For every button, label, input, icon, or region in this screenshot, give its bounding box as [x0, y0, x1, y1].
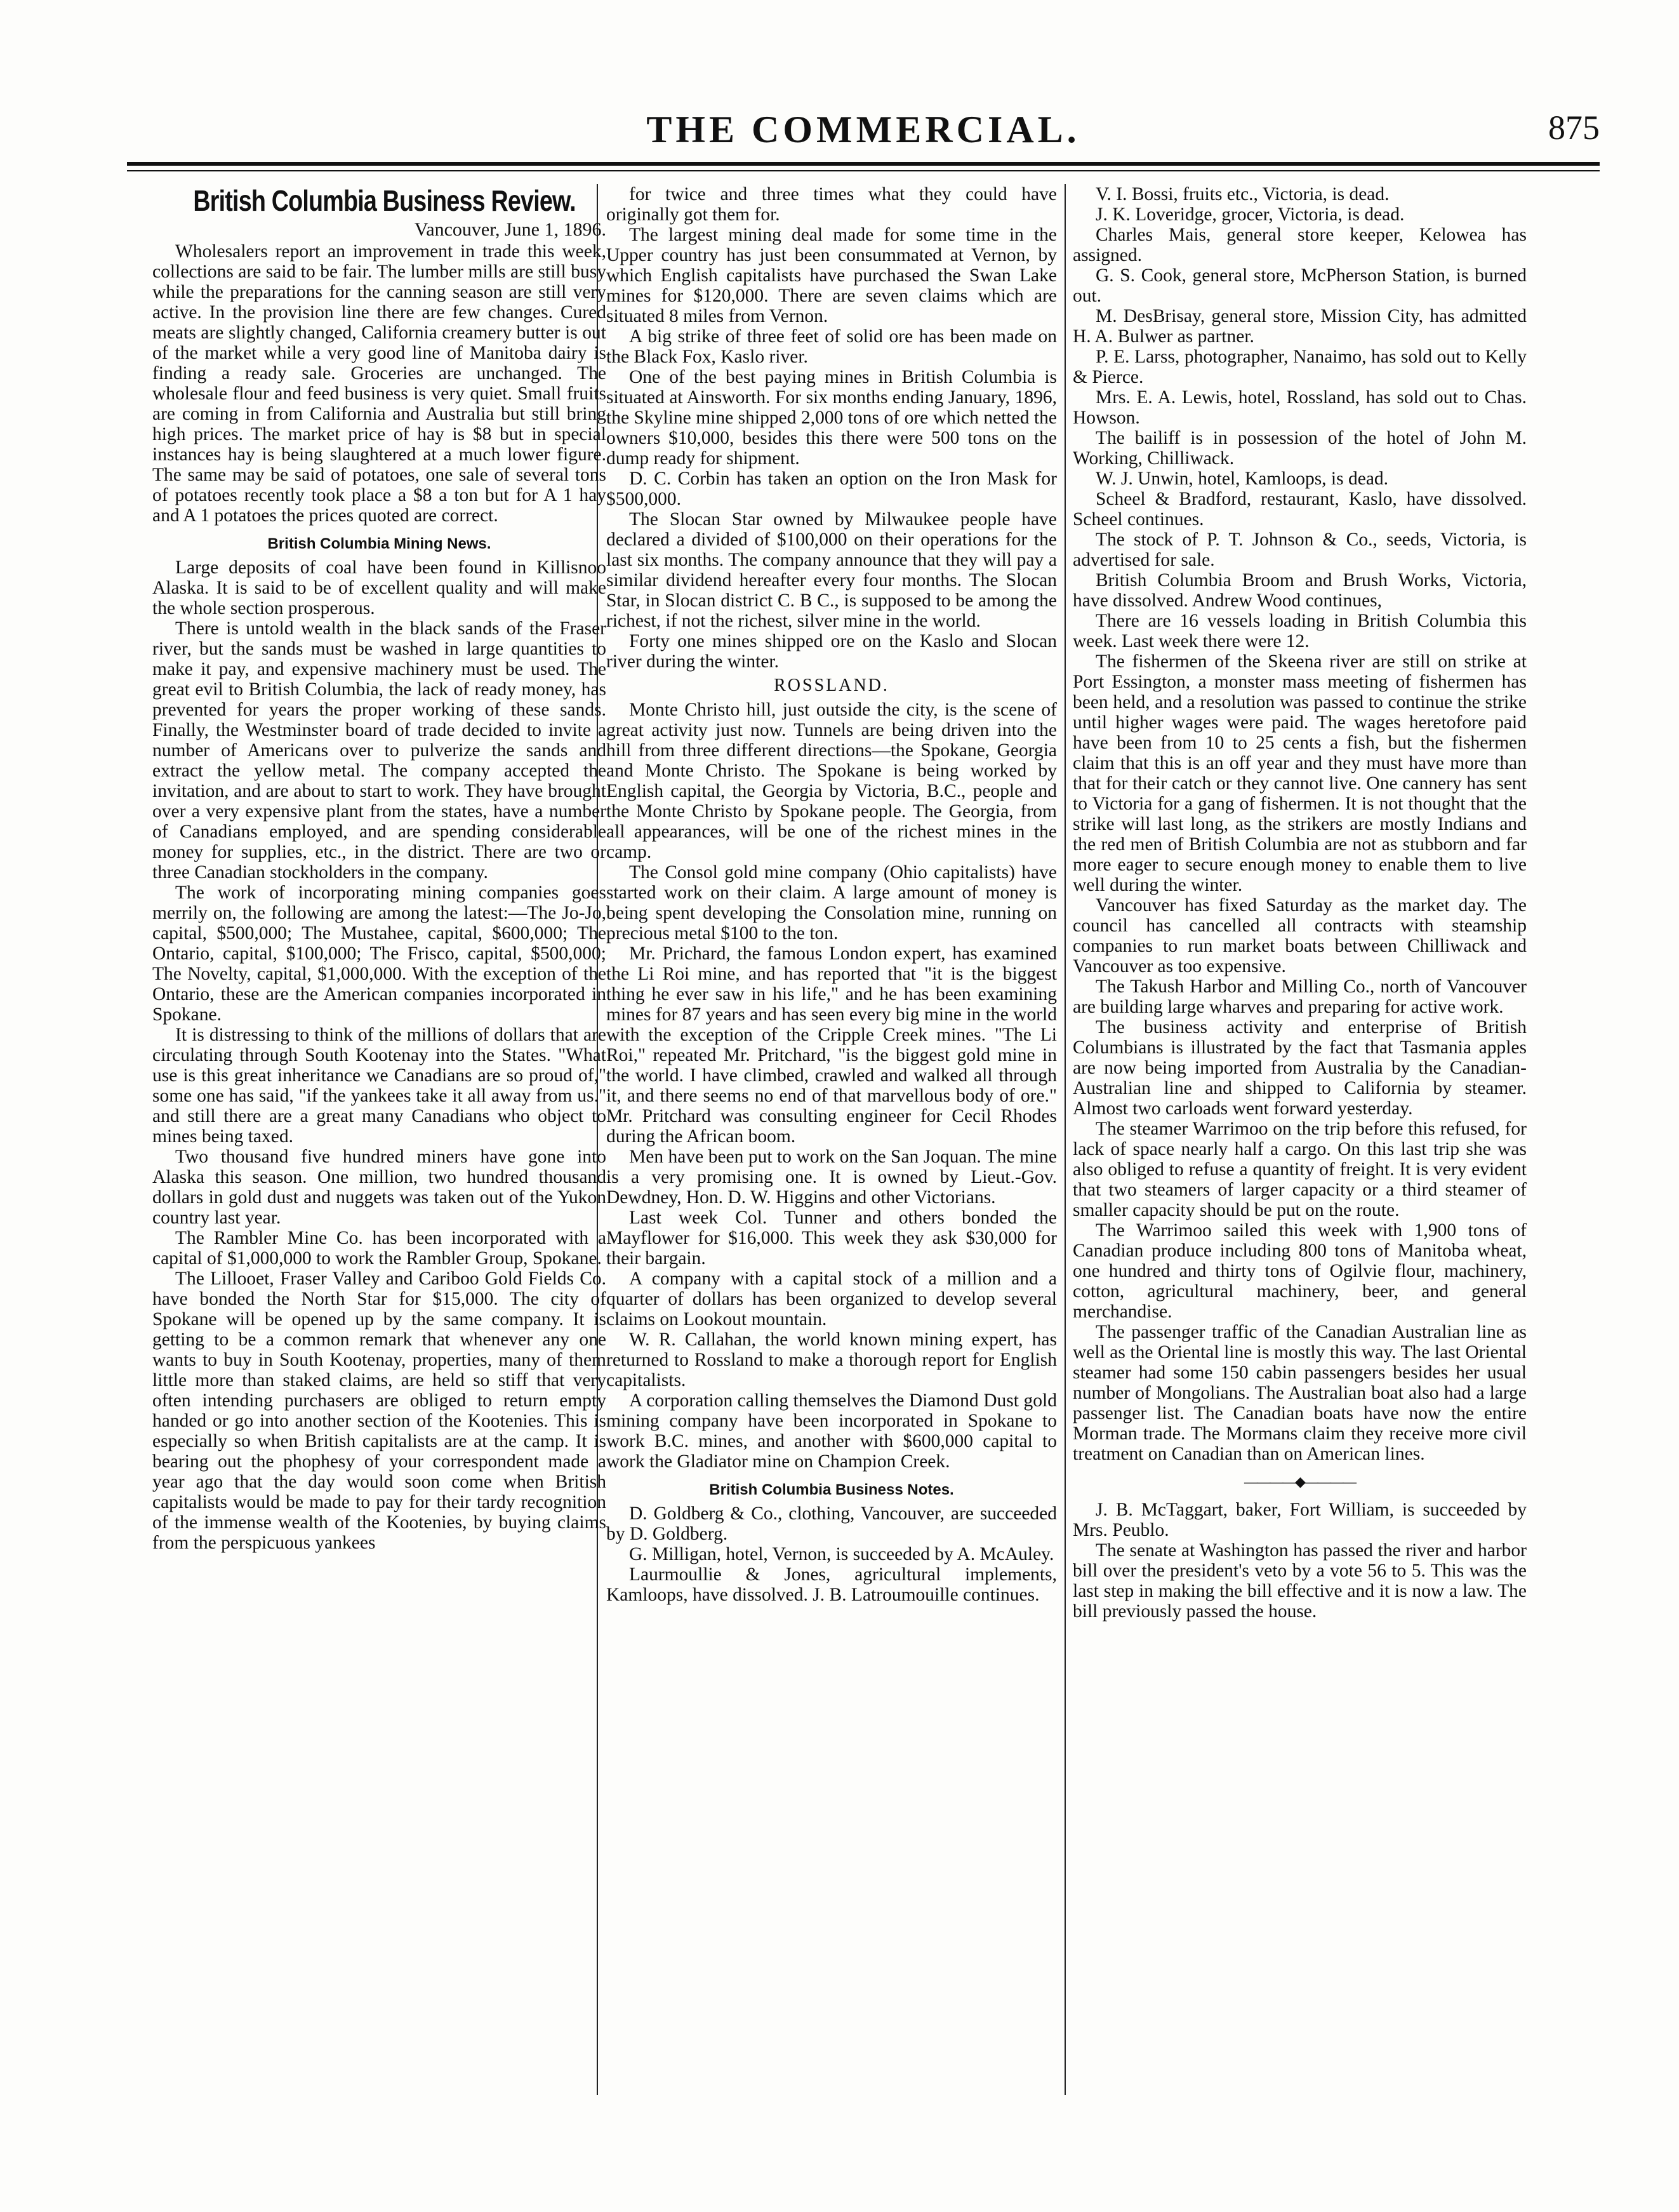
paragraph: Two thousand five hundred miners have gone into Alaska this season. One million, two hundred thousand dollars in gold dust and nuggets was taken out of the Yukon country last year.	[152, 1147, 606, 1228]
paragraph: Last week Col. Tunner and others bonded the Mayflower for $16,000. This week they ask $30,000 for their bargain.	[606, 1208, 1057, 1269]
paragraph: There are 16 vessels loading in British Columbia this week. Last week there were 12.	[1073, 611, 1527, 651]
paragraph: V. I. Bossi, fruits etc., Victoria, is dead.	[1096, 184, 1390, 204]
paragraph: P. E. Larss, photographer, Nanaimo, has sold out to Kelly & Pierce.	[1073, 347, 1527, 387]
paragraph: J. B. McTaggart, baker, Fort William, is succeeded by Mrs. Peublo.	[1073, 1500, 1527, 1540]
paragraph: The Slocan Star owned by Milwaukee people have declared a divided of $100,000 on their operations for the last six months. The company announce that they will pay a similar dividend hereafter every four months. The Slocan Star, in Slocan district C. B C., is supposed to be among the richest, if not the richest, silver mine in the world.	[606, 509, 1057, 631]
paragraph: A big strike of three feet of solid ore has been made on the Black Fox, Kaslo river.	[606, 326, 1057, 367]
paragraph: The senate at Washington has passed the river and harbor bill over the president's veto by a vote 56 to 5. This was the last step in making the bill effective and it is now a law. The bill previously passed the house.	[1073, 1540, 1527, 1622]
column-2	[606, 184, 1057, 2114]
paragraph: The Takush Harbor and Milling Co., north of Vancouver are building large wharves and preparing for active work.	[1073, 976, 1527, 1017]
paragraph-group	[606, 184, 1057, 672]
paragraph: Laurmoullie & Jones, agricultural implements, Kamloops, have dissolved. J. B. Latroumouille continues.	[606, 1564, 1057, 1605]
paragraph: The Rambler Mine Co. has been incorporated with a capital of $1,000,000 to work the Rambler Group, Spokane.	[152, 1228, 606, 1269]
paragraph: The passenger traffic of the Canadian Australian line as well as the Oriental line is mostly this way. The last Oriental steamer had some 150 cabin passengers besides her usual number of Mongolians. The Australian boat also had a large passenger list. The Canadian boats have now the entire Morman trade. The Mormans claim they receive more civil treatment on Canadian than on American lines.	[1073, 1322, 1527, 1464]
paragraph: Wholesalers report an improvement in trade this week, collections are said to be fair. The lumber mills are still busy while the preparations for the canning season are still very active. In the provision line there are few changes. Cured meats are slightly changed, California creamery butter is out of the market while a very good line of Manitoba dairy is finding a ready sale. Groceries are unchanged. The wholesale flour and feed business is very quiet. Small fruits are coming in from California and Australia but still bring high prices. The market price of hay is $8 but in special instances hay is being slaughtered at a much lower figure. The same may be said of potatoes, one sale of several tons of potatoes recently took place a $8 a ton but for A 1 hay and A 1 potatoes the prices quoted are correct.	[152, 241, 606, 526]
paragraph: Mrs. E. A. Lewis, hotel, Rossland, has sold out to Chas. Howson.	[1073, 387, 1527, 428]
paragraph: The Consol gold mine company (Ohio capitalists) have started work on their claim. A large amount of money is being spent developing the Consolation mine, running on precious metal $100 to the ton.	[606, 862, 1057, 943]
paragraph: British Columbia Broom and Brush Works, Victoria, have dissolved. Andrew Wood continues,	[1073, 570, 1527, 611]
paragraph: Large deposits of coal have been found in Killisnoo Alaska. It is said to be of excellent quality and will make the whole section prosperous.	[152, 557, 606, 618]
paragraph: G. Milligan, hotel, Vernon, is succeeded by A. McAuley.	[629, 1544, 1054, 1564]
paragraph: Vancouver has fixed Saturday as the market day. The council has cancelled all contracts with steamship companies to run market boats between Chilliwack and Vancouver as too expensive.	[1073, 895, 1527, 976]
paragraph: D. Goldberg & Co., clothing, Vancouver, are succeeded by D. Goldberg.	[606, 1503, 1057, 1544]
paragraph: for twice and three times what they could have originally got them for.	[606, 184, 1057, 225]
paragraph: One of the best paying mines in British Columbia is situated at Ainsworth. For six months ending January, 1896, the Skyline mine shipped 2,000 tons of ore which netted the owners $10,000, besides this there were 500 tons on the dump ready for shipment.	[606, 367, 1057, 469]
paragraph-group	[606, 1503, 1057, 1605]
paragraph: The work of incorporating mining companies goes merrily on, the following are among the latest:—The Jo-Jo, capital, $500,000; The Mustahee, capital, $600,000; The Ontario, capital, $100,000; The Frisco, capital, $500,000; The Novelty, capital, $1,000,000. With the exception of the Ontario, these are the American companies incorporated in Spokane.	[152, 883, 606, 1025]
paragraph: The steamer Warrimoo on the trip before this refused, for lack of space nearly half a cargo. On this last trip she was also obliged to refuse a quantity of freight. It is very evident that two steamers of larger capacity or a third steamer of smaller capacity should be put on the route.	[1073, 1119, 1527, 1220]
paragraph: Men have been put to work on the San Joquan. The mine is a very promising one. It is owned by Lieut.-Gov. Dewdney, Hon. D. W. Higgins and other Victorians.	[606, 1147, 1057, 1208]
paragraph: M. DesBrisay, general store, Mission City, has admitted H. A. Bulwer as partner.	[1073, 306, 1527, 347]
paragraph: Mr. Prichard, the famous London expert, has examined the Li Roi mine, and has reported that "it is the biggest thing he ever saw in his life," and he has been examining mines for 87 years and has seen every big mine in the world with the exception of the Cripple Creek mines. "The Li Roi," repeated Mr. Pritchard, "is the biggest gold mine in the world. I have climbed, crawled and walked all through it, and there seems no end of that marvellous body of ore." Mr. Pritchard was consulting engineer for Cecil Rhodes during the African boom.	[606, 943, 1057, 1147]
paragraph: The business activity and enterprise of British Columbians is illustrated by the fact that Tasmania apples are now being imported from Australia by the Canadian-Australian line and shipped to California by steamer. Almost two carloads went forward yesterday.	[1073, 1017, 1527, 1119]
header-rule-thick	[127, 162, 1600, 166]
page-number: 875	[1548, 109, 1600, 147]
newspaper-title: THE COMMERCIAL.	[646, 109, 1080, 150]
section-ornament: ————◆————	[1244, 1474, 1355, 1489]
paragraph: W. R. Callahan, the world known mining expert, has returned to Rossland to make a thorough report for English capitalists.	[606, 1329, 1057, 1390]
paragraph-group	[606, 700, 1057, 1472]
paragraph: It is distressing to think of the millions of dollars that are circulating through South Kootenay into the States. "What use is this great inheritance we Canadians are so proud of," some one has said, "if the yankees take it all away from us." and still there are a great many Canadians who object to mines being taxed.	[152, 1025, 606, 1147]
section-subhead: British Columbia Business Notes.	[709, 1481, 954, 1498]
paragraph: W. J. Unwin, hotel, Kamloops, is dead.	[1096, 469, 1389, 489]
article-headline: British Columbia Business Review.	[193, 184, 576, 217]
paragraph: Forty one mines shipped ore on the Kaslo and Slocan river during the winter.	[606, 631, 1057, 672]
paragraph: Charles Mais, general store keeper, Kelowea has assigned.	[1073, 225, 1527, 265]
paragraph: A company with a capital stock of a million and a quarter of dollars has been organized to develop several claims on Lookout mountain.	[606, 1269, 1057, 1329]
paragraph: The stock of P. T. Johnson & Co., seeds, Victoria, is advertised for sale.	[1073, 530, 1527, 570]
paragraph: J. K. Loveridge, grocer, Victoria, is dead.	[1096, 204, 1405, 225]
header-rule-thin	[127, 170, 1600, 171]
paragraph: The fishermen of the Skeena river are still on strike at Port Essington, a monster mass meeting of fishermen has been held, and a resolution was passed to continue the strike until higher wages were paid. The wages heretofore paid have been from 10 to 25 cents a fish, but the fishermen claim that this is an off year and they must have more than that for their catch or they cannot live. One cannery has sent to Victoria for a gang of fishermen. It is not thought that the strike will last long, as the strikers are mostly Indians and the red men of British Columbia are not as stubborn and far more eager to secure enough money to enable them to live well during the winter.	[1073, 651, 1527, 895]
column-divider	[1065, 184, 1066, 2095]
paragraph-group	[152, 557, 606, 1553]
column-1	[152, 184, 606, 2114]
paragraph-group	[152, 241, 606, 526]
column-3	[1073, 184, 1527, 2114]
article-dateline: Vancouver, June 1, 1896.	[414, 219, 606, 240]
masthead	[127, 108, 1600, 152]
paragraph: D. C. Corbin has taken an option on the Iron Mask for $500,000.	[606, 469, 1057, 509]
section-subhead: British Columbia Mining News.	[267, 535, 491, 552]
paragraph: There is untold wealth in the black sands of the Fraser river, but the sands must be washed in large quantities to make it pay, and expensive machinery must be used. The great evil to British Columbia, the lack of ready money, has prevented for years the proper working of these sands. Finally, the Westminster board of trade decided to invite a number of Americans over to pulverize the sands and extract the yellow metal. The company accepted the invitation, and are about to start to work. They have brought over a very expensive plant from the states, have a number of Canadians employed, and are spending considerable money for supplies, etc., in the district. There are two or three Canadian stockholders in the company.	[152, 618, 606, 883]
paragraph: The bailiff is in possession of the hotel of John M. Working, Chilliwack.	[1073, 428, 1527, 469]
section-subhead: ROSSLAND.	[774, 676, 889, 695]
paragraph: G. S. Cook, general store, McPherson Station, is burned out.	[1073, 265, 1527, 306]
paragraph: Monte Christo hill, just outside the city, is the scene of great activity just now. Tunnels are being driven into the hill from three different directions—the Spokane, Georgia and Monte Christo. The Spokane is being worked by English capital, the Georgia by Victoria, B.C., people and the Monte Christo by Spokane people. The Georgia, from all appearances, will be one of the richest mines in the camp.	[606, 700, 1057, 862]
paragraph-group	[1073, 184, 1527, 1464]
paragraph: Scheel & Bradford, restaurant, Kaslo, have dissolved. Scheel continues.	[1073, 489, 1527, 530]
paragraph: The Warrimoo sailed this week with 1,900 tons of Canadian produce including 800 tons of Manitoba wheat, one hundred and thirty tons of Ogilvie flour, machinery, cotton, agricultural machinery, beer, and general merchandise.	[1073, 1220, 1527, 1322]
paragraph: The largest mining deal made for some time in the Upper country has just been consummated at Vernon, by which English capitalists have purchased the Swan Lake mines for $120,000. There are seven claims which are situated 8 miles from Vernon.	[606, 225, 1057, 326]
paragraph-group	[1073, 1500, 1527, 1622]
paragraph: A corporation calling themselves the Diamond Dust gold mining company have been incorporated in Spokane to work B.C. mines, and another with $600,000 capital to work the Gladiator mine on Champion Creek.	[606, 1390, 1057, 1472]
paragraph: The Lillooet, Fraser Valley and Cariboo Gold Fields Co. have bonded the North Star for $15,000. The city of Spokane will be opened up by the same company. It is getting to be a common remark that whenever any one wants to buy in South Kootenay, properties, many of them little more than staked claims, are held so stiff that very often intending purchasers are obliged to return empty handed or go into another section of the Kootenies. This is especially so when British capitalists are at the camp. It is bearing out the phophesy of your correspondent made a year ago that the day would soon come when British capitalists would be made to pay for their tardy recognition of the immense wealth of the Kootenies, by buying claims from the perspicuous yankees	[152, 1269, 606, 1553]
